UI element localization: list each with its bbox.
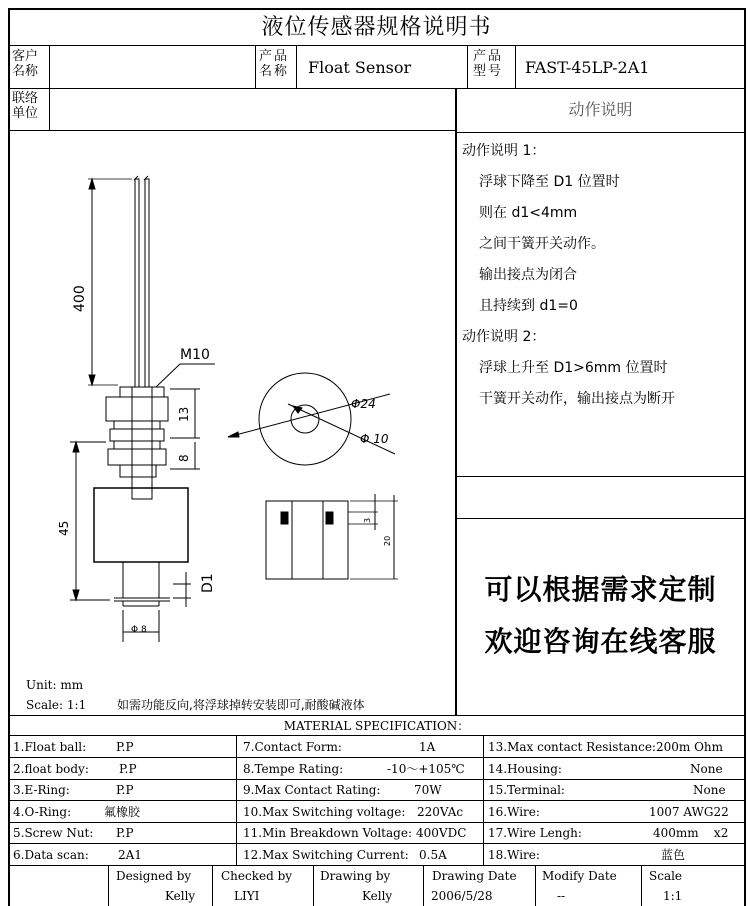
customer-label: 客户名称 — [12, 49, 39, 79]
designed-by-label: Designed by — [116, 869, 192, 883]
action-line-2: 浮球下降至 D1 位置时 — [479, 174, 620, 190]
spec-6-label: 6.Data scan: — [13, 848, 89, 862]
product-model-label: 产品型号 — [473, 49, 504, 79]
lower-collar — [108, 449, 166, 465]
spec-2-value: P.P — [119, 762, 137, 776]
wire-left — [135, 179, 139, 387]
unit-label: Unit: mm — [26, 678, 84, 692]
spec-2-label: 2.float body: — [13, 762, 89, 776]
spec-5-label: 5.Screw Nut: — [13, 826, 94, 840]
spec-7-label: 7.Contact Form: — [243, 740, 342, 754]
action-line-4: 之间干簧开关动作。 — [479, 236, 605, 252]
checked-by-label: Checked by — [221, 869, 293, 883]
product-name-value: Float Sensor — [308, 58, 412, 77]
usage-note: 如需功能反向,将浮球掉转安装即可,耐酸碱液体 — [117, 698, 365, 712]
spec-9-label: 9.Max Contact Rating: — [243, 783, 381, 797]
designed-by-value: Kelly — [165, 889, 196, 903]
spec-7-value: 1A — [419, 740, 436, 754]
product-name-label: 产品名称 — [259, 49, 290, 79]
action-line-6: 且持续到 d1=0 — [479, 298, 578, 314]
spec-14-value: None — [690, 762, 723, 776]
drawing-date-value: 2006/5/28 — [431, 889, 493, 903]
action-line-1: 动作说明 1： — [462, 143, 546, 159]
action-line-5: 输出接点为闭合 — [479, 267, 577, 283]
promo-line-2: 欢迎咨询在线客服 — [484, 625, 717, 658]
wire-right — [145, 179, 149, 387]
spec-18-label: 18.Wire: — [488, 848, 540, 862]
spec-9-value: 70W — [414, 783, 442, 797]
scale-label: Scale: 1:1 — [26, 698, 87, 712]
spec-13-value: 200m Ohm — [656, 740, 724, 754]
spec-11-value: 400VDC — [416, 826, 467, 840]
spec-12-label: 12.Max Switching Current: — [243, 848, 409, 862]
modify-date-value: -- — [557, 889, 566, 903]
spec-15-value: None — [693, 783, 726, 797]
spec-8-label: 8.Tempe Rating: — [243, 762, 344, 776]
dim-3-label: 3 — [363, 517, 372, 523]
screw-nut-top — [120, 387, 164, 397]
float-section — [266, 501, 348, 579]
spec-4-value: 氟橡胶 — [104, 805, 141, 819]
dim-d1-label: D1 — [200, 573, 216, 593]
thread-label: M10 — [180, 347, 210, 363]
spec-16-value: 1007 AWG22 — [649, 805, 729, 819]
material-spec-header: MATERIAL SPECIFICATION： — [283, 719, 470, 733]
spec-18-value: 蓝色 — [661, 848, 686, 862]
spec-6-value: 2A1 — [118, 848, 142, 862]
drawing-date-label: Drawing Date — [432, 869, 517, 883]
dim-phi10-label: Φ 10 — [360, 432, 389, 446]
action-line-9: 干簧开关动作，输出接点为断开 — [479, 391, 675, 407]
promo-line-1: 可以根据需求定制 — [484, 573, 717, 606]
dim-13-label: 13 — [177, 406, 191, 422]
dim-20-label: 20 — [383, 535, 392, 546]
spec-1-value: P.P — [116, 740, 134, 754]
contact-unit-label: 联络单位 — [12, 91, 39, 121]
drawing-by-value: Kelly — [362, 889, 393, 903]
spec-4-label: 4.O-Ring: — [13, 805, 72, 819]
scale-footer-value: 1:1 — [663, 889, 683, 903]
dim-8-label: 8 — [177, 454, 191, 462]
spec-8-value: -10～+105℃ — [387, 762, 465, 776]
spec-3-value: P.P — [116, 783, 134, 797]
dim-phi24-label: Φ24 — [351, 397, 376, 411]
spec-1-label: 1.Float ball: — [13, 740, 87, 754]
spec-16-label: 16.Wire: — [488, 805, 540, 819]
spec-17-value: 400mm x2 — [653, 826, 729, 840]
technical-drawing — [10, 132, 454, 692]
spec-11-label: 11.Min Breakdown Voltage: — [243, 826, 412, 840]
spec-12-value: 0.5A — [419, 848, 447, 862]
screw-nut — [106, 397, 168, 421]
checked-by-value: LIYI — [234, 889, 260, 903]
spec-14-label: 14.Housing: — [488, 762, 562, 776]
drawing-by-label: Drawing by — [320, 869, 391, 883]
dim-400-label: 400 — [72, 285, 88, 312]
float-top-outer — [259, 373, 351, 465]
spec-3-label: 3.E-Ring: — [13, 783, 70, 797]
spec-10-value: 220VAc — [417, 805, 464, 819]
spec-17-label: 17.Wire Lengh: — [488, 826, 582, 840]
dim-phi8-label: Φ 8 — [131, 625, 147, 635]
scale-footer-label: Scale — [649, 869, 683, 883]
spec-10-label: 10.Max Switching voltage: — [243, 805, 406, 819]
spec-5-value: P.P — [116, 826, 134, 840]
modify-date-label: Modify Date — [542, 869, 617, 883]
action-line-8: 浮球上升至 D1>6mm 位置时 — [479, 360, 668, 376]
action-line-7: 动作说明 2： — [462, 329, 546, 345]
spec-15-label: 15.Terminal: — [488, 783, 565, 797]
action-header: 动作说明 — [568, 100, 633, 119]
dim-45-label: 45 — [57, 520, 71, 536]
action-line-3: 则在 d1<4mm — [479, 205, 578, 221]
spec-13-label: 13.Max contact Resistance: — [488, 740, 656, 754]
product-model-value: FAST-45LP-2A1 — [525, 58, 650, 77]
document-title: 液位传感器规格说明书 — [261, 15, 492, 40]
